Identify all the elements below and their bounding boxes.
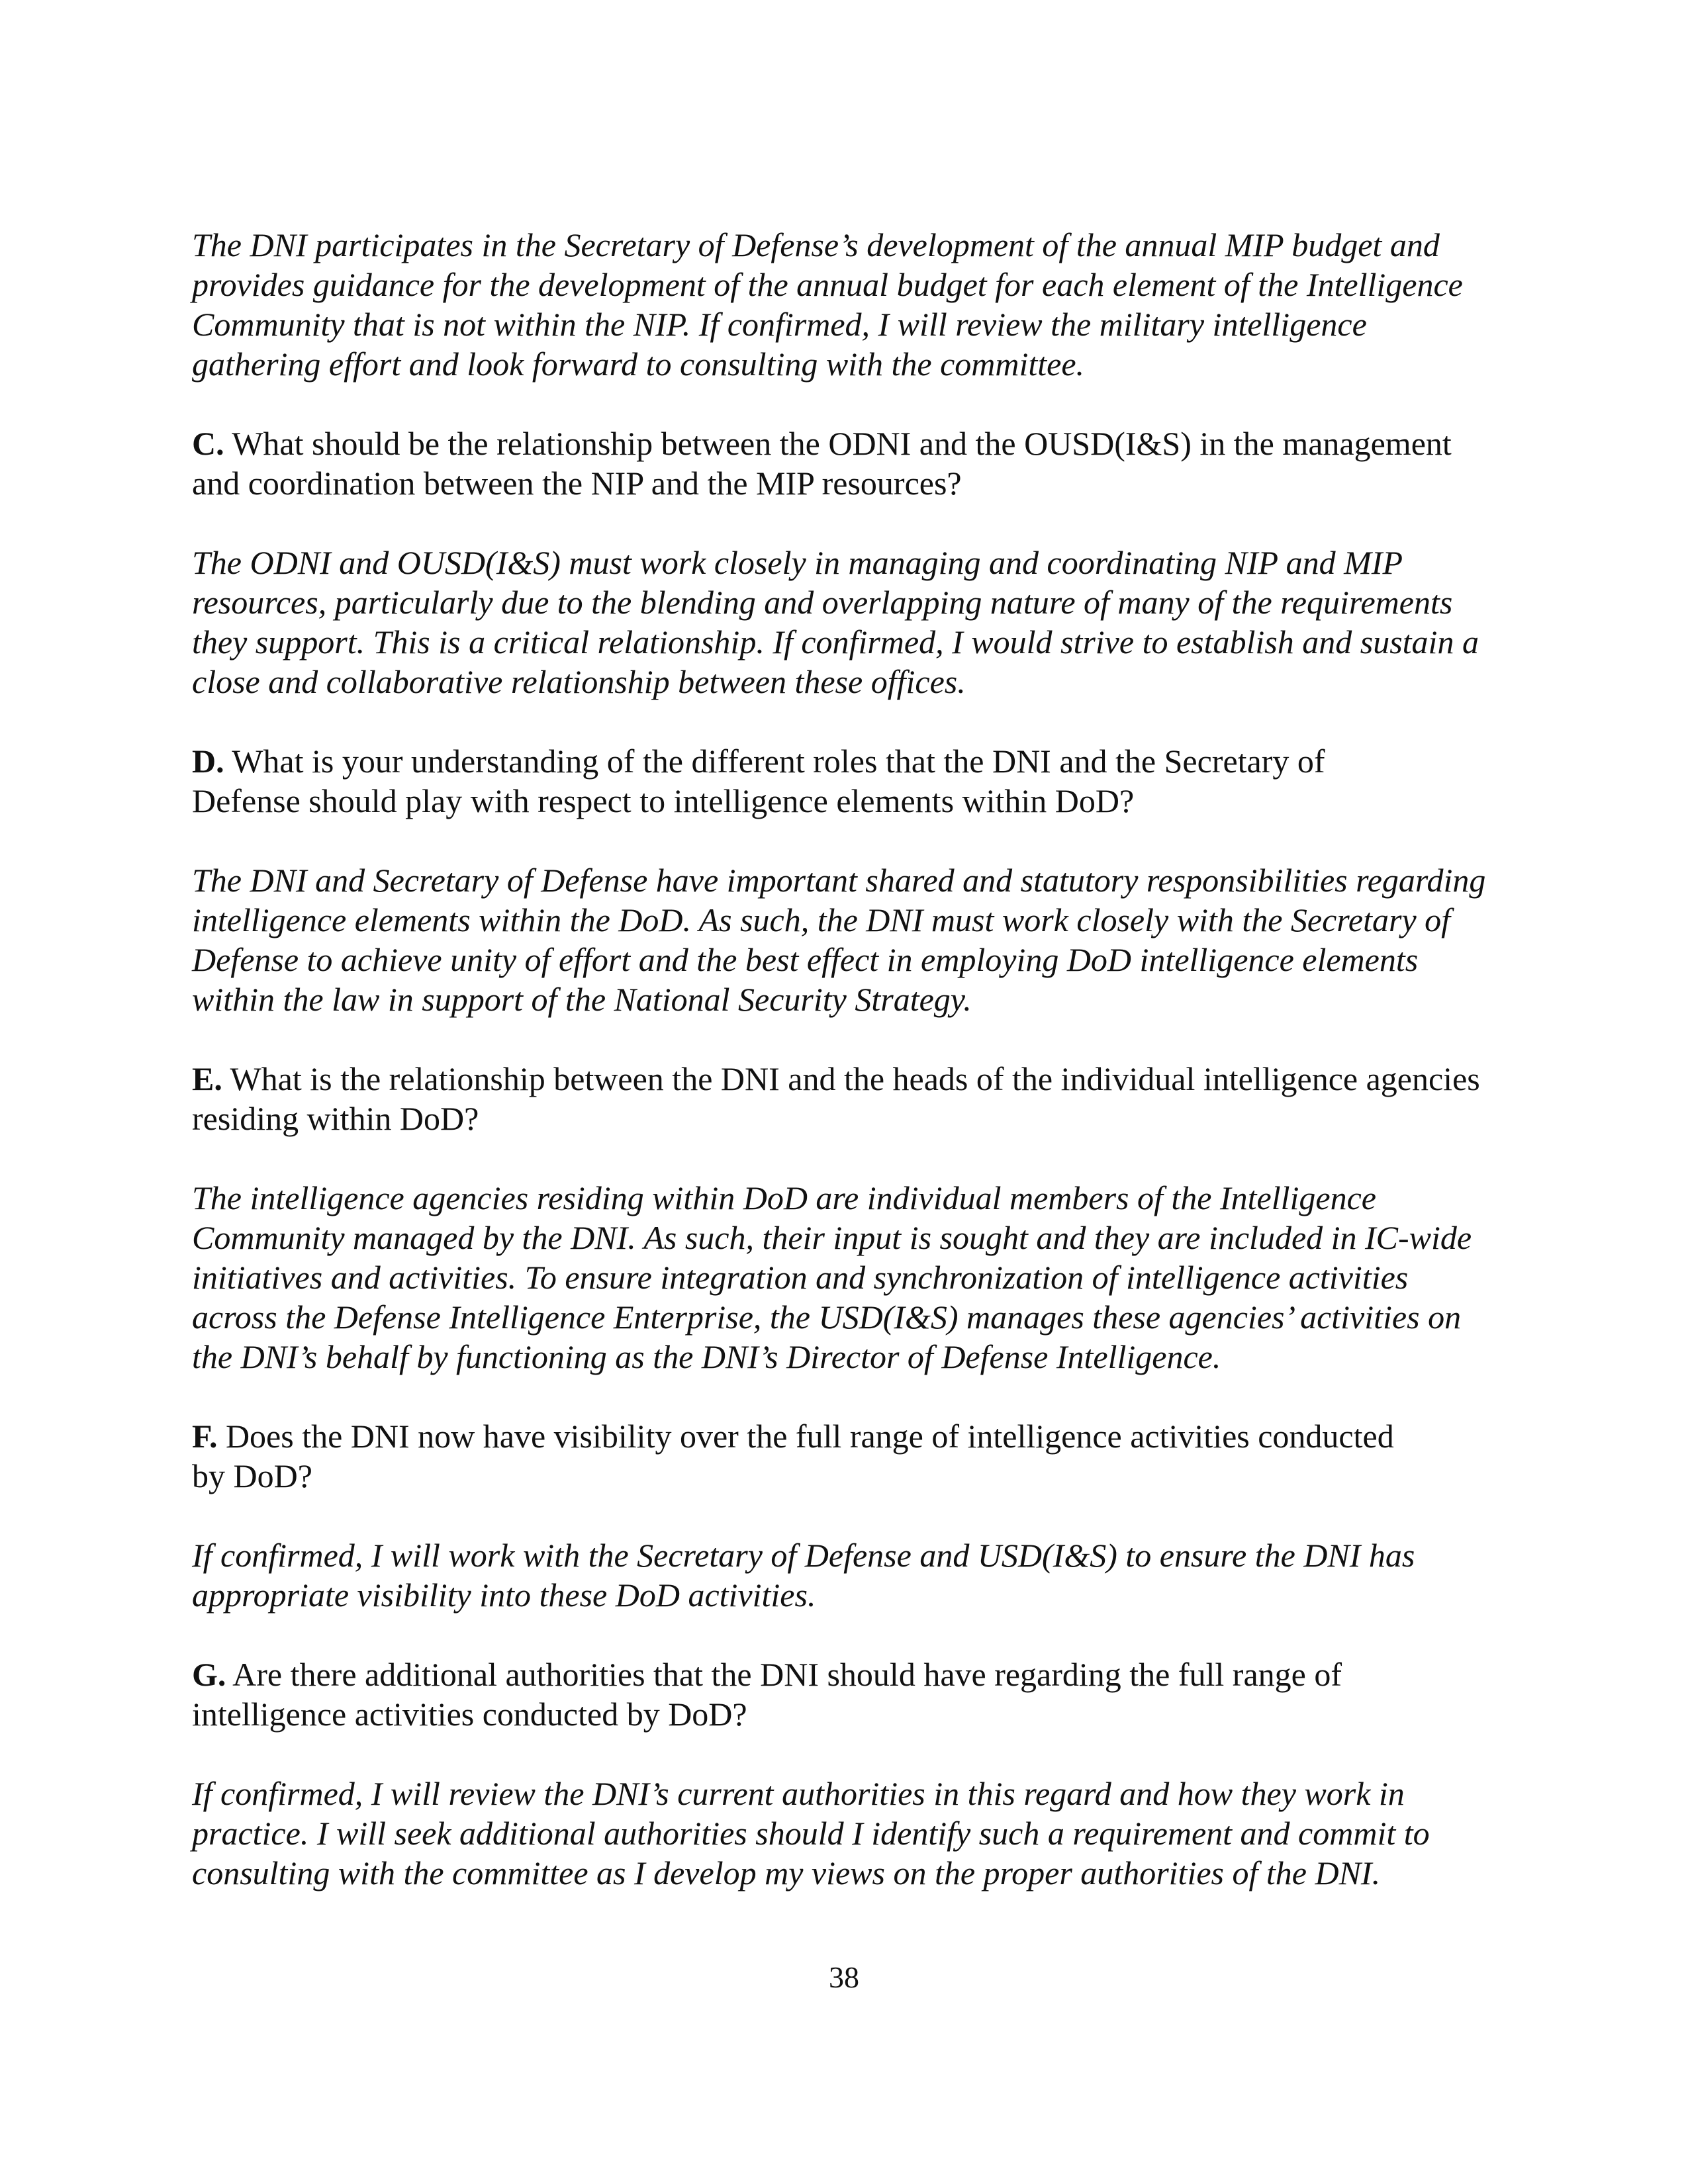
question-letter: D. — [192, 743, 224, 780]
question-text: Does the DNI now have visibility over the full range of intelligence activities conducted by DoD? — [192, 1418, 1394, 1494]
answer-paragraph-c: The ODNI and OUSD(I&S) must work closely in managing and coordinating NIP and MIP resources, particularly due to the blending and overlapping nature of many of the requirements they support. This is a critical relationship. If confirmed, I would strive to establish and sustain a close and collaborative relationship between these offices. — [192, 544, 1479, 700]
document-body — [192, 225, 1509, 1933]
question-letter: G. — [192, 1656, 226, 1693]
question-text: What should be the relationship between the ODNI and the OUSD(I&S) in the management and coordination between the NIP and the MIP resources? — [192, 425, 1452, 502]
answer-paragraph-d: The DNI and Secretary of Defense have important shared and statutory responsibilities regarding intelligence elements within the DoD. As such, the DNI must work closely with the Secretary of Defense to achieve unity of effort and the best effect in employing DoD intelligence elements within the law in support of the National Security Strategy. — [192, 862, 1486, 1018]
page-number: 38 — [829, 1960, 859, 1994]
question-e — [192, 1059, 1509, 1138]
question-text: Are there additional authorities that the DNI should have regarding the full range of intelligence activities conducted by DoD? — [192, 1656, 1342, 1733]
answer-paragraph-e: The intelligence agencies residing within DoD are individual members of the Intelligence Community managed by the DNI. As such, their input is sought and they are included in IC-wide initiatives and activities. To ensure integration and synchronization of intelligence activities across the Defense Intelligence Enterprise, the USD(I&S) manages these agencies’ activities on the DNI’s behalf by functioning as the DNI’s Director of Defense Intelligence. — [192, 1179, 1472, 1375]
answer-paragraph-g: If confirmed, I will review the DNI’s current authorities in this regard and how they work in practice. I will seek additional authorities should I identify such a requirement and commit to consulting with the committee as I develop my views on the proper authorities of the DNI. — [192, 1775, 1430, 1891]
question-letter: F. — [192, 1418, 218, 1455]
question-c — [192, 424, 1509, 503]
answer-paragraph-f: If confirmed, I will work with the Secretary of Defense and USD(I&S) to ensure the DNI has appropriate visibility into these DoD activities. — [192, 1537, 1415, 1614]
question-text: What is your understanding of the different roles that the DNI and the Secretary of Defense should play with respect to intelligence elements within DoD? — [192, 743, 1325, 819]
question-d — [192, 741, 1509, 821]
question-g — [192, 1655, 1509, 1734]
answer-paragraph-b: The DNI participates in the Secretary of Defense’s development of the annual MIP budget and provides guidance for the development of the annual budget for each element of the Intelligence Community that is not within the NIP. If confirmed, I will review the military intelligence gathering effort and look forward to consulting with the committee. — [192, 226, 1463, 383]
question-text: What is the relationship between the DNI and the heads of the individual intelligence agencies residing within DoD? — [192, 1060, 1480, 1137]
question-f — [192, 1416, 1509, 1496]
question-letter: E. — [192, 1060, 222, 1097]
question-letter: C. — [192, 425, 224, 462]
